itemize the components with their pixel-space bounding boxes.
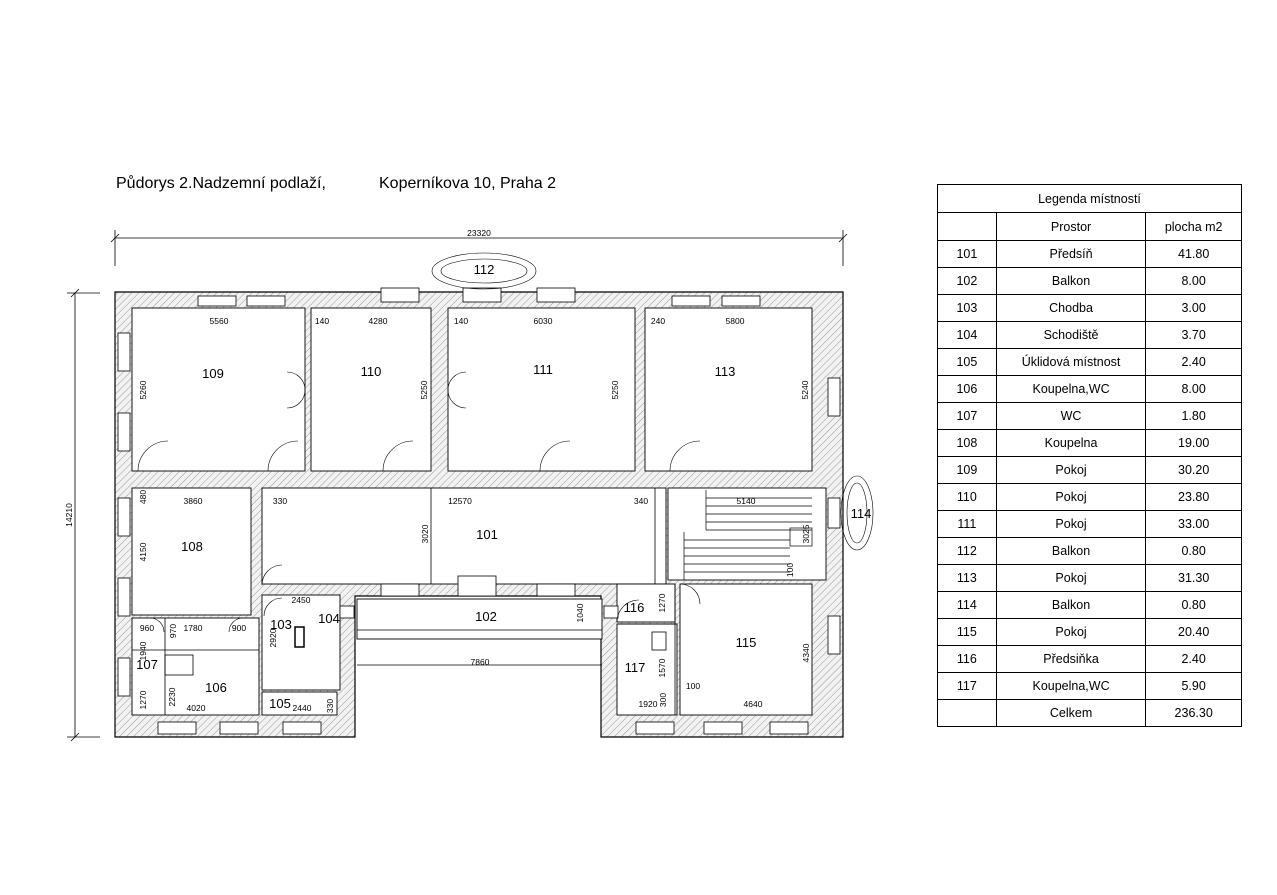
- legend-cell-name: Úklidová místnost: [996, 349, 1146, 376]
- dim-label: 2920: [268, 628, 278, 648]
- dim-label: 5560: [209, 316, 229, 326]
- room-110-floor: [311, 308, 431, 471]
- legend-cell-name: Pokoj: [996, 484, 1146, 511]
- legend-header-space: Prostor: [996, 213, 1146, 241]
- dim-label: 140: [314, 316, 330, 326]
- legend-cell-area: 41.80: [1146, 241, 1242, 268]
- legend-cell-name: Koupelna,WC: [996, 673, 1146, 700]
- legend-cell-id: 114: [938, 592, 997, 619]
- dim-label: 4280: [368, 316, 388, 326]
- legend-cell-id: 109: [938, 457, 997, 484]
- legend-row: [938, 484, 1242, 511]
- room-label-110: 110: [360, 364, 382, 379]
- dim-label: 3025: [801, 524, 811, 544]
- dim-label: 1920: [638, 699, 658, 709]
- dim-label: 240: [650, 316, 666, 326]
- dim-label: 1270: [657, 593, 667, 613]
- legend-total-id: [938, 700, 997, 727]
- legend-cell-area: 2.40: [1146, 646, 1242, 673]
- dim-label: 5240: [800, 380, 810, 400]
- dim-label: 3020: [420, 524, 430, 544]
- dim-label: 4020: [186, 703, 206, 713]
- legend-cell-area: 0.80: [1146, 592, 1242, 619]
- dim-label: 4150: [138, 542, 148, 562]
- legend-cell-name: Schodiště: [996, 322, 1146, 349]
- room-109-floor: [132, 308, 305, 471]
- dim-label: 3860: [183, 496, 203, 506]
- legend-row: [938, 376, 1242, 403]
- legend-cell-name: Pokoj: [996, 511, 1146, 538]
- legend-rows: [938, 241, 1242, 700]
- legend-header-area: plocha m2: [1146, 213, 1242, 241]
- legend-cell-area: 8.00: [1146, 268, 1242, 295]
- legend-row: [938, 403, 1242, 430]
- legend-cell-name: Pokoj: [996, 619, 1146, 646]
- legend-cell-name: Balkon: [996, 268, 1146, 295]
- legend-row: [938, 295, 1242, 322]
- legend-cell-area: 20.40: [1146, 619, 1242, 646]
- legend-row: [938, 322, 1242, 349]
- room-label-116: 116: [623, 600, 645, 615]
- legend-cell-area: 19.00: [1146, 430, 1242, 457]
- dim-label: 100: [685, 681, 701, 691]
- room-label-109: 109: [202, 366, 224, 381]
- legend-cell-area: 5.90: [1146, 673, 1242, 700]
- dim-label: 5250: [419, 380, 429, 400]
- legend-cell-id: 110: [938, 484, 997, 511]
- legend-cell-area: 30.20: [1146, 457, 1242, 484]
- legend-cell-area: 8.00: [1146, 376, 1242, 403]
- dim-label: 140: [453, 316, 469, 326]
- dim-label: 300: [658, 692, 668, 708]
- legend-cell-area: 33.00: [1146, 511, 1242, 538]
- room-label-111: 111: [533, 362, 553, 377]
- legend-cell-id: 117: [938, 673, 997, 700]
- legend-row: [938, 511, 1242, 538]
- room-label-115: 115: [735, 635, 757, 650]
- legend-cell-name: Balkon: [996, 538, 1146, 565]
- dim-label: 5260: [138, 380, 148, 400]
- legend-row: [938, 349, 1242, 376]
- legend-cell-name: Pokoj: [996, 457, 1146, 484]
- legend-cell-id: 111: [938, 511, 997, 538]
- dim-label: 6030: [533, 316, 553, 326]
- legend-cell-id: 106: [938, 376, 997, 403]
- dim-label: 2450: [291, 595, 311, 605]
- legend-cell-name: Předsiňka: [996, 646, 1146, 673]
- legend-cell-id: 105: [938, 349, 997, 376]
- legend-cell-id: 116: [938, 646, 997, 673]
- room-label-106: 106: [205, 680, 227, 695]
- room-label-103: 103: [270, 617, 292, 632]
- legend-cell-name: Koupelna,WC: [996, 376, 1146, 403]
- room-label-112: 112: [473, 262, 495, 277]
- room-label-113: 113: [714, 364, 736, 379]
- dim-label: 2230: [167, 687, 177, 707]
- dim-label: 5250: [610, 380, 620, 400]
- room-label-108: 108: [181, 539, 203, 554]
- legend-row: [938, 430, 1242, 457]
- dim-label: 2440: [292, 703, 312, 713]
- dim-label: 100: [785, 562, 795, 578]
- legend-title: Legenda místností: [938, 185, 1242, 213]
- dim-overall-width: 23320: [467, 228, 491, 238]
- legend-cell-name: WC: [996, 403, 1146, 430]
- dim-label: 330: [272, 496, 288, 506]
- room-label-117: 117: [624, 660, 646, 675]
- room-legend-table: [937, 184, 1242, 727]
- dim-label: 12570: [448, 496, 472, 506]
- legend-cell-id: 112: [938, 538, 997, 565]
- legend-total-label: Celkem: [996, 700, 1146, 727]
- legend-cell-area: 3.70: [1146, 322, 1242, 349]
- dim-label: 7860: [470, 657, 490, 667]
- legend-cell-id: 108: [938, 430, 997, 457]
- dim-label: 4640: [743, 699, 763, 709]
- legend-cell-area: 31.30: [1146, 565, 1242, 592]
- room-label-107: 107: [136, 657, 158, 672]
- legend-row: [938, 619, 1242, 646]
- dim-label: 330: [325, 698, 335, 714]
- legend-cell-id: 101: [938, 241, 997, 268]
- legend-cell-id: 113: [938, 565, 997, 592]
- legend-cell-area: 23.80: [1146, 484, 1242, 511]
- legend-cell-id: 115: [938, 619, 997, 646]
- legend-row: [938, 592, 1242, 619]
- dim-label: 1780: [183, 623, 203, 633]
- plan-title: Půdorys 2.Nadzemní podlaží,: [116, 175, 326, 192]
- dim-label: 970: [168, 623, 178, 639]
- legend-cell-area: 3.00: [1146, 295, 1242, 322]
- dim-label: 1270: [138, 690, 148, 710]
- legend-cell-id: 104: [938, 322, 997, 349]
- legend-row: [938, 646, 1242, 673]
- legend-row: [938, 457, 1242, 484]
- room-label-114: 114: [850, 506, 872, 521]
- dim-label: 960: [139, 623, 155, 633]
- legend-cell-name: Koupelna: [996, 430, 1146, 457]
- room-label-104: 104: [318, 611, 340, 626]
- legend-cell-area: 1.80: [1146, 403, 1242, 430]
- dim-label: 5140: [736, 496, 756, 506]
- legend-cell-name: Pokoj: [996, 565, 1146, 592]
- dim-overall-height: 14210: [64, 503, 74, 527]
- legend-cell-name: Chodba: [996, 295, 1146, 322]
- dim-label: 1940: [138, 641, 148, 661]
- room-113-floor: [645, 308, 812, 471]
- legend-cell-name: Balkon: [996, 592, 1146, 619]
- legend-cell-id: 103: [938, 295, 997, 322]
- legend-cell-area: 0.80: [1146, 538, 1242, 565]
- legend-total-area: 236.30: [1146, 700, 1242, 727]
- dim-label: 340: [633, 496, 649, 506]
- legend-cell-name: Předsíň: [996, 241, 1146, 268]
- room-label-102: 102: [475, 609, 497, 624]
- room-label-105: 105: [269, 696, 291, 711]
- legend-cell-id: 102: [938, 268, 997, 295]
- legend-row: [938, 241, 1242, 268]
- dim-label: 1040: [575, 603, 585, 623]
- dim-label: 900: [231, 623, 247, 633]
- legend-cell-area: 2.40: [1146, 349, 1242, 376]
- dim-label: 5800: [725, 316, 745, 326]
- legend-header-id: [938, 213, 997, 241]
- room-label-101: 101: [476, 527, 498, 542]
- dim-label: 4340: [801, 643, 811, 663]
- dim-label: 480: [138, 489, 148, 505]
- room-111-floor: [448, 308, 635, 471]
- dim-label: 1570: [657, 658, 667, 678]
- legend-cell-id: 107: [938, 403, 997, 430]
- legend-row: [938, 673, 1242, 700]
- address-title: Koperníkova 10, Praha 2: [379, 175, 557, 192]
- legend-row: [938, 268, 1242, 295]
- legend-row: [938, 538, 1242, 565]
- legend-row: [938, 565, 1242, 592]
